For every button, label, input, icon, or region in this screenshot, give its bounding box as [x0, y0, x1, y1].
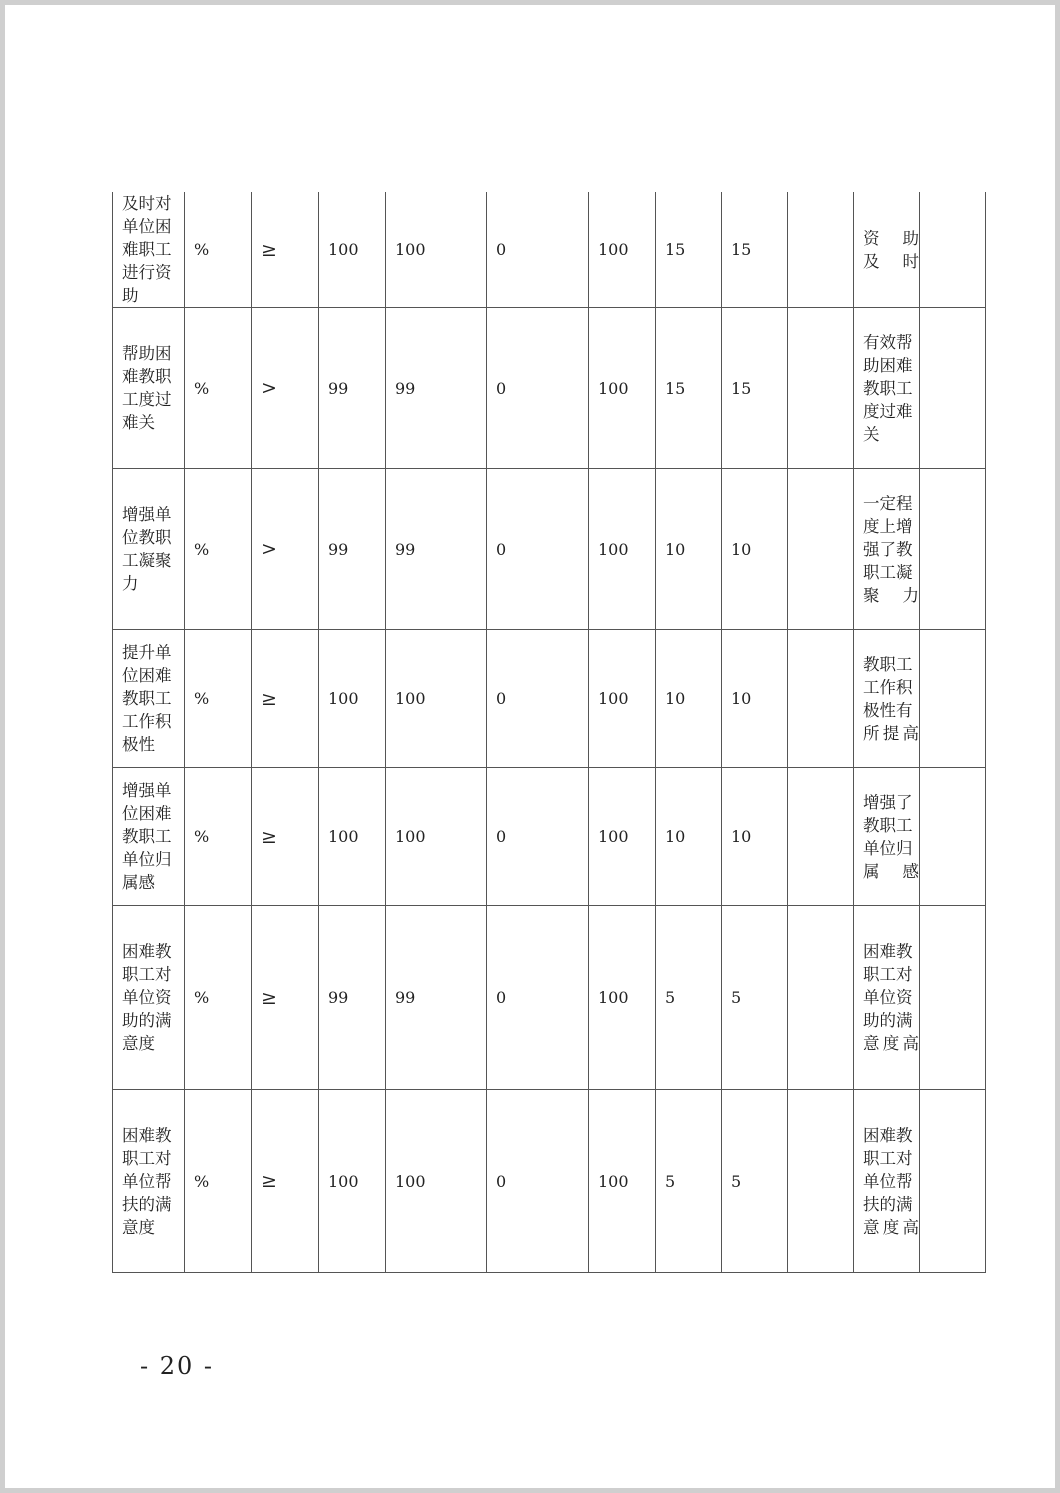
empty-cell: [920, 1090, 986, 1273]
performance-indicator-table: [112, 192, 986, 1273]
unit-cell: %: [185, 1090, 252, 1273]
document-page: [5, 5, 1055, 1488]
value-cell: 100: [589, 308, 656, 469]
unit-cell: %: [185, 469, 252, 630]
value-cell: 0: [487, 1090, 589, 1273]
value-cell: 100: [589, 906, 656, 1090]
value-cell: 0: [487, 768, 589, 906]
comment-cell: 教职工工作积极性有所提高: [854, 630, 920, 768]
empty-cell: [920, 308, 986, 469]
value-cell: 10: [656, 630, 722, 768]
empty-cell: [788, 469, 854, 630]
comment-cell: 一定程度上增强了教职工凝聚力: [854, 469, 920, 630]
value-cell: 10: [722, 768, 788, 906]
empty-cell: [788, 630, 854, 768]
comparison-symbol-cell: >: [252, 469, 319, 630]
value-cell: 99: [319, 906, 386, 1090]
empty-cell: [788, 308, 854, 469]
value-cell: 10: [656, 469, 722, 630]
value-cell: 0: [487, 308, 589, 469]
indicator-name-cell: 提升单位困难教职工工作积极性: [113, 630, 185, 768]
value-cell: 99: [319, 308, 386, 469]
value-cell: 15: [722, 308, 788, 469]
indicator-name-cell: 困难教职工对单位帮扶的满意度: [113, 1090, 185, 1273]
value-cell: 5: [722, 906, 788, 1090]
value-cell: 100: [386, 768, 487, 906]
value-cell: 10: [722, 469, 788, 630]
value-cell: 10: [722, 630, 788, 768]
comparison-symbol-cell: ≥: [252, 192, 319, 308]
value-cell: 5: [722, 1090, 788, 1273]
indicator-name-cell: 增强单位教职工凝聚力: [113, 469, 185, 630]
unit-cell: %: [185, 906, 252, 1090]
comment-cell: 有效帮助困难教职工度过难关: [854, 308, 920, 469]
value-cell: 100: [319, 768, 386, 906]
table-row: [113, 768, 986, 906]
empty-cell: [788, 1090, 854, 1273]
comment-cell: 资 助 及时: [854, 192, 920, 308]
value-cell: 99: [386, 906, 487, 1090]
value-cell: 100: [319, 192, 386, 308]
table-row: [113, 1090, 986, 1273]
comment-cell: 困难教职工对单位资助的满意度高: [854, 906, 920, 1090]
value-cell: 99: [386, 308, 487, 469]
unit-cell: %: [185, 630, 252, 768]
value-cell: 100: [319, 630, 386, 768]
value-cell: 99: [386, 469, 487, 630]
comment-cell: 增强了教职工单位归属感: [854, 768, 920, 906]
value-cell: 0: [487, 906, 589, 1090]
comment-cell: 困难教职工对单位帮扶的满意度高: [854, 1090, 920, 1273]
value-cell: 100: [589, 768, 656, 906]
value-cell: 100: [589, 469, 656, 630]
table-row: [113, 630, 986, 768]
empty-cell: [920, 768, 986, 906]
empty-cell: [788, 906, 854, 1090]
value-cell: 100: [589, 192, 656, 308]
value-cell: 5: [656, 1090, 722, 1273]
value-cell: 10: [656, 768, 722, 906]
table-row: [113, 192, 986, 308]
unit-cell: %: [185, 192, 252, 308]
value-cell: 0: [487, 469, 589, 630]
value-cell: 15: [656, 192, 722, 308]
indicator-name-cell: 及时对单位困难职工进行资助: [113, 192, 185, 308]
value-cell: 0: [487, 192, 589, 308]
unit-cell: %: [185, 768, 252, 906]
comparison-symbol-cell: ≥: [252, 906, 319, 1090]
indicator-name-cell: 增强单位困难教职工单位归属感: [113, 768, 185, 906]
comparison-symbol-cell: ≥: [252, 768, 319, 906]
value-cell: 100: [589, 630, 656, 768]
table-row: [113, 308, 986, 469]
indicator-name-cell: 帮助困难教职工度过难关: [113, 308, 185, 469]
page-number: - 20 -: [140, 1352, 215, 1380]
empty-cell: [788, 768, 854, 906]
value-cell: 15: [722, 192, 788, 308]
value-cell: 15: [656, 308, 722, 469]
unit-cell: %: [185, 308, 252, 469]
table-row: [113, 469, 986, 630]
empty-cell: [920, 906, 986, 1090]
value-cell: 100: [386, 630, 487, 768]
empty-cell: [920, 630, 986, 768]
comparison-symbol-cell: ≥: [252, 1090, 319, 1273]
value-cell: 100: [386, 1090, 487, 1273]
comparison-symbol-cell: >: [252, 308, 319, 469]
comparison-symbol-cell: ≥: [252, 630, 319, 768]
table-row: [113, 906, 986, 1090]
indicator-name-cell: 困难教职工对单位资助的满意度: [113, 906, 185, 1090]
value-cell: 0: [487, 630, 589, 768]
value-cell: 100: [319, 1090, 386, 1273]
value-cell: 5: [656, 906, 722, 1090]
empty-cell: [920, 469, 986, 630]
value-cell: 100: [589, 1090, 656, 1273]
value-cell: 100: [386, 192, 487, 308]
empty-cell: [920, 192, 986, 308]
empty-cell: [788, 192, 854, 308]
value-cell: 99: [319, 469, 386, 630]
